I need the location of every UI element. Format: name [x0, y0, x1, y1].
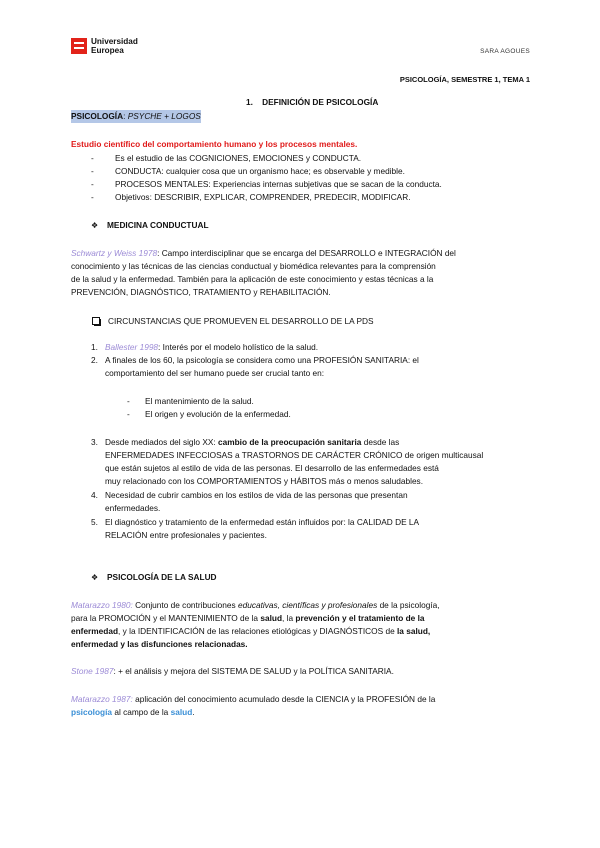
section-heading: 1. DEFINICIÓN DE PSICOLOGÍA	[246, 97, 379, 107]
paragraph-line: comportamiento del ser humano puede ser crucial tanto en:	[105, 368, 325, 378]
paragraph-line: muy relacionado con los COMPORTAMIENTOS y HÁBITOS más o menos saludables.	[105, 476, 424, 486]
numbered-item: 1. Ballester 1998: Interés por el modelo holístico de la salud.	[91, 342, 319, 352]
citation: Matarazzo 1980:	[71, 600, 133, 610]
paragraph-line: enfermedades.	[105, 503, 161, 513]
paragraph-line: RELACIÓN entre profesionales y pacientes.	[105, 530, 267, 540]
logo-icon	[71, 38, 87, 54]
definition-statement: Estudio científico del comportamiento humano y los procesos mentales.	[71, 139, 358, 149]
list-item: - Es el estudio de las COGNICIONES, EMOCIONES y CONDUCTA.	[91, 153, 362, 163]
diamond-bullet-icon: ❖	[91, 573, 99, 582]
numbered-item: 3. Desde mediados del siglo XX: cambio de la preocupación sanitaria desde las	[91, 437, 400, 447]
university-logo	[71, 37, 138, 55]
list-item: - El mantenimiento de la salud.	[127, 396, 254, 406]
paragraph-line: Matarazzo 1987: aplicación del conocimiento acumulado desde la CIENCIA y la PROFESIÓN de la	[71, 694, 436, 704]
paragraph-line: que están sujetos al estilo de vida de las personas. El desarrollo de las enfermedades está	[105, 463, 439, 473]
paragraph-line: enfermedad, y la IDENTIFICACIÓN de las relaciones etiológicas y DIAGNÓSTICOS de la salud,	[71, 626, 431, 636]
diamond-bullet-icon: ❖	[91, 221, 99, 230]
author-name: SARA AGOUES	[480, 48, 530, 55]
numbered-item: 2. A finales de los 60, la psicología se considera como una PROFESIÓN SANITARIA: el	[91, 355, 419, 365]
numbered-item: 5. El diagnóstico y tratamiento de la enfermedad están influidos por: la CALIDAD DE LA	[91, 517, 420, 527]
paragraph-line: Schwartz y Weiss 1978: Campo interdisciplinar que se encarga del DESARROLLO e INTEGRACIÓN del	[71, 248, 456, 258]
psychology-etymology: PSICOLOGÍA: PSYCHE + LOGOS	[71, 111, 201, 121]
paragraph-line: Matarazzo 1980: Conjunto de contribuciones educativas, científicas y profesionales de la psicología,	[71, 600, 440, 610]
subsection-heading: ❖ MEDICINA CONDUCTUAL	[91, 220, 209, 230]
list-item: - El origen y evolución de la enfermedad.	[127, 409, 291, 419]
list-item: - Objetivos: DESCRIBIR, EXPLICAR, COMPRENDER, PREDECIR, MODIFICAR.	[91, 192, 411, 202]
paragraph-line: conocimiento y las técnicas de las ciencias conductual y biomédica relevantes para la comprensión	[71, 261, 436, 271]
paragraph-line: Stone 1987: + el análisis y mejora del SISTEMA DE SALUD y la POLÍTICA SANITARIA.	[71, 666, 394, 676]
paragraph-line: de la salud y la enfermedad. También para la aplicación de este conocimiento y estas técnicas a la	[71, 274, 434, 284]
numbered-item: 4. Necesidad de cubrir cambios en los estilos de vida de las personas que presentan	[91, 490, 408, 500]
paragraph-line: ENFERMEDADES INFECCIOSAS a TRASTORNOS DE CARÁCTER CRÓNICO de origen multicausal	[105, 450, 484, 460]
paragraph-line: enfermedad y las disfunciones relacionadas.	[71, 639, 248, 649]
subsection-heading: CIRCUNSTANCIAS QUE PROMUEVEN EL DESARROLLO DE LA PDS	[91, 315, 374, 328]
course-title: PSICOLOGÍA, SEMESTRE 1, TEMA 1	[399, 75, 530, 84]
citation: Ballester 1998	[105, 342, 159, 352]
subsection-heading: ❖ PSICOLOGÍA DE LA SALUD	[91, 572, 217, 582]
list-item: - CONDUCTA: cualquier cosa que un organismo hace; es observable y medible.	[91, 166, 405, 176]
paragraph-line: psicología al campo de la salud.	[71, 707, 195, 717]
citation: Matarazzo 1987:	[71, 694, 133, 704]
citation: Stone 1987	[71, 666, 114, 676]
list-item: - PROCESOS MENTALES: Experiencias internas subjetivas que se sacan de la conducta.	[91, 179, 442, 189]
paragraph-line: PREVENCIÓN, DIAGNÓSTICO, TRATAMIENTO y REHABILITACIÓN.	[71, 287, 331, 297]
paragraph-line: para la PROMOCIÓN y el MANTENIMIENTO de la salud, la prevención y el tratamiento de la	[71, 613, 425, 623]
logo-text: Universidad Europea	[91, 37, 138, 55]
citation: Schwartz y Weiss 1978	[71, 248, 158, 258]
checkbox-bullet-icon	[91, 317, 102, 325]
